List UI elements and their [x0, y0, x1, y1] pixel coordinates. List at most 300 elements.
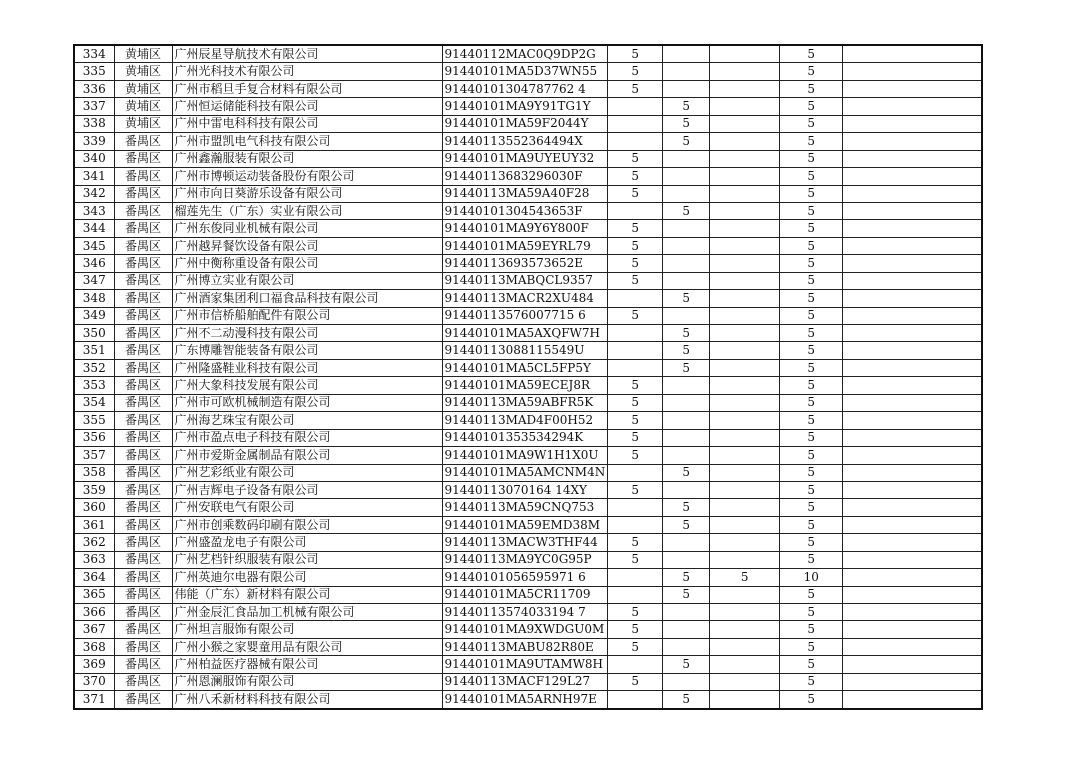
total-score-cell: 5	[780, 237, 843, 254]
score-a-cell: 5	[608, 429, 663, 446]
credit-code-cell: 91440101353534294K	[442, 429, 608, 446]
table-row	[74, 307, 982, 324]
total-score-cell: 5	[780, 534, 843, 551]
score-c-cell	[710, 45, 780, 63]
total-score-cell: 5	[780, 586, 843, 603]
table-row	[74, 516, 982, 533]
score-a-cell: 5	[608, 481, 663, 498]
table-row	[74, 237, 982, 254]
credit-code-cell: 91440113MA9YC0G95P	[442, 551, 608, 568]
district-cell: 番禺区	[114, 481, 172, 498]
score-a-cell: 5	[608, 447, 663, 464]
score-a-cell: 5	[608, 63, 663, 80]
table-row	[74, 255, 982, 272]
note-cell	[843, 115, 982, 132]
row-number-cell: 361	[74, 516, 114, 533]
score-b-cell	[663, 534, 710, 551]
table-row	[74, 464, 982, 481]
score-c-cell	[710, 551, 780, 568]
company-name-cell: 广州辰星导航技术有限公司	[172, 45, 442, 63]
district-cell: 黄埔区	[114, 45, 172, 63]
row-number-cell: 339	[74, 133, 114, 150]
row-number-cell: 355	[74, 412, 114, 429]
score-b-cell	[663, 272, 710, 289]
credit-code-cell: 91440113MABQCL9357	[442, 272, 608, 289]
score-b-cell	[663, 220, 710, 237]
table-row	[74, 394, 982, 411]
district-cell: 番禺区	[114, 464, 172, 481]
company-name-cell: 广州大象科技发展有限公司	[172, 377, 442, 394]
score-b-cell: 5	[663, 133, 710, 150]
credit-code-cell: 91440113693573652E	[442, 255, 608, 272]
score-b-cell: 5	[663, 342, 710, 359]
score-b-cell: 5	[663, 202, 710, 219]
credit-code-cell: 91440113683296030F	[442, 168, 608, 185]
score-b-cell	[663, 185, 710, 202]
note-cell	[843, 150, 982, 167]
note-cell	[843, 272, 982, 289]
district-cell: 番禺区	[114, 290, 172, 307]
row-number-cell: 352	[74, 359, 114, 376]
score-a-cell	[608, 325, 663, 342]
score-a-cell: 5	[608, 45, 663, 63]
total-score-cell: 5	[780, 255, 843, 272]
note-cell	[843, 656, 982, 673]
score-a-cell	[608, 499, 663, 516]
district-cell: 番禺区	[114, 202, 172, 219]
total-score-cell: 5	[780, 377, 843, 394]
table-row	[74, 290, 982, 307]
table-row	[74, 621, 982, 638]
score-c-cell	[710, 534, 780, 551]
total-score-cell: 5	[780, 447, 843, 464]
district-cell: 黄埔区	[114, 80, 172, 97]
score-c-cell	[710, 673, 780, 690]
company-name-cell: 广州光科技术有限公司	[172, 63, 442, 80]
score-b-cell	[663, 551, 710, 568]
score-b-cell	[663, 481, 710, 498]
score-c-cell	[710, 272, 780, 289]
note-cell	[843, 638, 982, 655]
score-b-cell	[663, 80, 710, 97]
credit-code-cell: 91440101MA9UYEUY32	[442, 150, 608, 167]
credit-code-cell: 91440101MA59EMD38M	[442, 516, 608, 533]
row-number-cell: 363	[74, 551, 114, 568]
row-number-cell: 337	[74, 98, 114, 115]
company-name-cell: 广州中衡称重设备有限公司	[172, 255, 442, 272]
company-name-cell: 广州鑫瀚服装有限公司	[172, 150, 442, 167]
score-c-cell	[710, 63, 780, 80]
note-cell	[843, 290, 982, 307]
score-c-cell	[710, 133, 780, 150]
total-score-cell: 5	[780, 45, 843, 63]
row-number-cell: 359	[74, 481, 114, 498]
score-c-cell	[710, 359, 780, 376]
row-number-cell: 340	[74, 150, 114, 167]
row-number-cell: 369	[74, 656, 114, 673]
note-cell	[843, 447, 982, 464]
credit-code-cell: 91440113576007715 6	[442, 307, 608, 324]
district-cell: 番禺区	[114, 150, 172, 167]
row-number-cell: 341	[74, 168, 114, 185]
row-number-cell: 371	[74, 691, 114, 709]
score-b-cell	[663, 412, 710, 429]
score-a-cell	[608, 290, 663, 307]
total-score-cell: 5	[780, 63, 843, 80]
score-a-cell	[608, 342, 663, 359]
table-row	[74, 481, 982, 498]
note-cell	[843, 569, 982, 586]
score-a-cell: 5	[608, 394, 663, 411]
score-c-cell	[710, 377, 780, 394]
credit-code-cell: 91440101MA9Y6Y800F	[442, 220, 608, 237]
row-number-cell: 365	[74, 586, 114, 603]
score-a-cell: 5	[608, 168, 663, 185]
score-c-cell	[710, 604, 780, 621]
score-b-cell: 5	[663, 569, 710, 586]
row-number-cell: 348	[74, 290, 114, 307]
total-score-cell: 5	[780, 673, 843, 690]
score-a-cell	[608, 359, 663, 376]
score-c-cell	[710, 202, 780, 219]
note-cell	[843, 551, 982, 568]
total-score-cell: 5	[780, 325, 843, 342]
note-cell	[843, 168, 982, 185]
score-b-cell: 5	[663, 290, 710, 307]
score-a-cell	[608, 202, 663, 219]
district-cell: 番禺区	[114, 621, 172, 638]
company-name-cell: 广州金辰汇食品加工机械有限公司	[172, 604, 442, 621]
score-a-cell: 5	[608, 673, 663, 690]
total-score-cell: 5	[780, 656, 843, 673]
company-name-cell: 广州不二动漫科技有限公司	[172, 325, 442, 342]
table-row	[74, 150, 982, 167]
table-row	[74, 80, 982, 97]
score-c-cell	[710, 220, 780, 237]
table-body	[74, 45, 982, 709]
note-cell	[843, 691, 982, 709]
score-c-cell	[710, 98, 780, 115]
score-b-cell: 5	[663, 325, 710, 342]
total-score-cell: 5	[780, 202, 843, 219]
note-cell	[843, 586, 982, 603]
table-row	[74, 45, 982, 63]
score-a-cell: 5	[608, 185, 663, 202]
score-b-cell	[663, 63, 710, 80]
score-a-cell	[608, 516, 663, 533]
total-score-cell: 5	[780, 342, 843, 359]
credit-code-cell: 91440113574033194 7	[442, 604, 608, 621]
district-cell: 番禺区	[114, 516, 172, 533]
row-number-cell: 354	[74, 394, 114, 411]
total-score-cell: 10	[780, 569, 843, 586]
company-name-cell: 广州市盟凯电气科技有限公司	[172, 133, 442, 150]
score-b-cell: 5	[663, 586, 710, 603]
score-c-cell	[710, 342, 780, 359]
score-b-cell	[663, 394, 710, 411]
score-b-cell: 5	[663, 656, 710, 673]
company-name-cell: 广州隆盛鞋业科技有限公司	[172, 359, 442, 376]
score-b-cell	[663, 237, 710, 254]
company-name-cell: 广州吉辉电子设备有限公司	[172, 481, 442, 498]
score-b-cell	[663, 45, 710, 63]
score-c-cell	[710, 80, 780, 97]
score-a-cell	[608, 586, 663, 603]
table-row	[74, 499, 982, 516]
score-b-cell	[663, 429, 710, 446]
company-name-cell: 广州中雷电科科技有限公司	[172, 115, 442, 132]
score-b-cell: 5	[663, 691, 710, 709]
table-row	[74, 691, 982, 709]
note-cell	[843, 307, 982, 324]
note-cell	[843, 604, 982, 621]
company-name-cell: 广州越昇餐饮设备有限公司	[172, 237, 442, 254]
note-cell	[843, 429, 982, 446]
score-b-cell	[663, 255, 710, 272]
credit-code-cell: 91440101MA5AMCNM4N	[442, 464, 608, 481]
score-b-cell: 5	[663, 516, 710, 533]
score-c-cell	[710, 586, 780, 603]
score-b-cell	[663, 447, 710, 464]
score-c-cell	[710, 447, 780, 464]
table-row	[74, 272, 982, 289]
company-name-cell: 广州市稻旦手复合材料有限公司	[172, 80, 442, 97]
score-b-cell	[663, 621, 710, 638]
total-score-cell: 5	[780, 307, 843, 324]
credit-code-cell: 91440101MA9W1H1X0U	[442, 447, 608, 464]
note-cell	[843, 220, 982, 237]
score-b-cell	[663, 638, 710, 655]
score-b-cell	[663, 307, 710, 324]
company-name-cell: 伟能（广东）新材料有限公司	[172, 586, 442, 603]
row-number-cell: 366	[74, 604, 114, 621]
score-c-cell	[710, 255, 780, 272]
score-a-cell	[608, 98, 663, 115]
credit-code-cell: 91440101MA9UTAMW8H	[442, 656, 608, 673]
credit-code-cell: 91440101MA59EYRL79	[442, 237, 608, 254]
score-a-cell: 5	[608, 377, 663, 394]
credit-code-cell: 91440101MA59ECEJ8R	[442, 377, 608, 394]
score-a-cell: 5	[608, 272, 663, 289]
district-cell: 番禺区	[114, 586, 172, 603]
total-score-cell: 5	[780, 168, 843, 185]
row-number-cell: 357	[74, 447, 114, 464]
score-a-cell: 5	[608, 237, 663, 254]
total-score-cell: 5	[780, 429, 843, 446]
score-a-cell	[608, 569, 663, 586]
score-b-cell	[663, 168, 710, 185]
credit-code-cell: 91440101MA5CR11709	[442, 586, 608, 603]
district-cell: 番禺区	[114, 325, 172, 342]
score-a-cell: 5	[608, 621, 663, 638]
row-number-cell: 364	[74, 569, 114, 586]
note-cell	[843, 377, 982, 394]
total-score-cell: 5	[780, 290, 843, 307]
company-name-cell: 广州艺彩纸业有限公司	[172, 464, 442, 481]
district-cell: 番禺区	[114, 412, 172, 429]
district-cell: 番禺区	[114, 185, 172, 202]
total-score-cell: 5	[780, 621, 843, 638]
district-cell: 番禺区	[114, 429, 172, 446]
row-number-cell: 358	[74, 464, 114, 481]
total-score-cell: 5	[780, 516, 843, 533]
credit-code-cell: 91440113088115549U	[442, 342, 608, 359]
company-name-cell: 广州酒家集团利口福食品科技有限公司	[172, 290, 442, 307]
credit-code-cell: 91440113MACR2XU484	[442, 290, 608, 307]
note-cell	[843, 255, 982, 272]
credit-code-cell: 91440101MA9Y91TG1Y	[442, 98, 608, 115]
row-number-cell: 347	[74, 272, 114, 289]
district-cell: 黄埔区	[114, 98, 172, 115]
row-number-cell: 370	[74, 673, 114, 690]
district-cell: 番禺区	[114, 359, 172, 376]
table-row	[74, 673, 982, 690]
company-name-cell: 广州市博顿运动装备股份有限公司	[172, 168, 442, 185]
total-score-cell: 5	[780, 691, 843, 709]
note-cell	[843, 237, 982, 254]
row-number-cell: 362	[74, 534, 114, 551]
total-score-cell: 5	[780, 220, 843, 237]
credit-code-cell: 91440113MA59CNQ753	[442, 499, 608, 516]
note-cell	[843, 98, 982, 115]
credit-code-cell: 91440101304787762 4	[442, 80, 608, 97]
score-a-cell: 5	[608, 551, 663, 568]
note-cell	[843, 464, 982, 481]
total-score-cell: 5	[780, 551, 843, 568]
score-c-cell	[710, 290, 780, 307]
company-name-cell: 广州博立实业有限公司	[172, 272, 442, 289]
score-a-cell: 5	[608, 80, 663, 97]
district-cell: 番禺区	[114, 534, 172, 551]
credit-code-cell: 91440101304543653F	[442, 202, 608, 219]
credit-code-cell: 91440101MA9XWDGU0M	[442, 621, 608, 638]
row-number-cell: 350	[74, 325, 114, 342]
row-number-cell: 344	[74, 220, 114, 237]
table-row	[74, 185, 982, 202]
note-cell	[843, 359, 982, 376]
table-row	[74, 359, 982, 376]
total-score-cell: 5	[780, 80, 843, 97]
score-b-cell	[663, 150, 710, 167]
credit-code-cell: 91440113MAD4F00H52	[442, 412, 608, 429]
table-row	[74, 342, 982, 359]
score-c-cell	[710, 481, 780, 498]
district-cell: 番禺区	[114, 691, 172, 709]
score-a-cell: 5	[608, 220, 663, 237]
total-score-cell: 5	[780, 638, 843, 655]
company-name-cell: 广州市信桥船舶配件有限公司	[172, 307, 442, 324]
row-number-cell: 335	[74, 63, 114, 80]
row-number-cell: 343	[74, 202, 114, 219]
district-cell: 番禺区	[114, 656, 172, 673]
score-a-cell: 5	[608, 307, 663, 324]
total-score-cell: 5	[780, 115, 843, 132]
row-number-cell: 360	[74, 499, 114, 516]
total-score-cell: 5	[780, 499, 843, 516]
district-cell: 番禺区	[114, 673, 172, 690]
note-cell	[843, 80, 982, 97]
score-b-cell: 5	[663, 115, 710, 132]
table-row	[74, 429, 982, 446]
company-name-cell: 广州市盈点电子科技有限公司	[172, 429, 442, 446]
score-c-cell: 5	[710, 569, 780, 586]
total-score-cell: 5	[780, 98, 843, 115]
score-c-cell	[710, 464, 780, 481]
company-name-cell: 广州恒运储能科技有限公司	[172, 98, 442, 115]
row-number-cell: 342	[74, 185, 114, 202]
company-name-cell: 广州坦言服饰有限公司	[172, 621, 442, 638]
credit-code-cell: 91440101MA5ARNH97E	[442, 691, 608, 709]
total-score-cell: 5	[780, 604, 843, 621]
credit-code-cell: 91440101MA5D37WN55	[442, 63, 608, 80]
score-a-cell	[608, 115, 663, 132]
score-a-cell	[608, 133, 663, 150]
table-row	[74, 656, 982, 673]
total-score-cell: 5	[780, 464, 843, 481]
note-cell	[843, 325, 982, 342]
credit-code-cell: 91440101MA5AXQFW7H	[442, 325, 608, 342]
score-b-cell	[663, 673, 710, 690]
row-number-cell: 346	[74, 255, 114, 272]
total-score-cell: 5	[780, 150, 843, 167]
table-row	[74, 534, 982, 551]
district-cell: 番禺区	[114, 255, 172, 272]
company-name-cell: 广州盛盈龙电子有限公司	[172, 534, 442, 551]
district-cell: 番禺区	[114, 342, 172, 359]
company-name-cell: 广州恩澜服饰有限公司	[172, 673, 442, 690]
company-name-cell: 广州市可欧机械制造有限公司	[172, 394, 442, 411]
district-cell: 黄埔区	[114, 63, 172, 80]
district-cell: 番禺区	[114, 569, 172, 586]
district-cell: 番禺区	[114, 272, 172, 289]
credit-code-cell: 91440113MA59A40F28	[442, 185, 608, 202]
district-cell: 番禺区	[114, 551, 172, 568]
table-row	[74, 115, 982, 132]
table-row	[74, 325, 982, 342]
company-name-cell: 广州东俊同业机械有限公司	[172, 220, 442, 237]
score-a-cell: 5	[608, 150, 663, 167]
note-cell	[843, 202, 982, 219]
row-number-cell: 356	[74, 429, 114, 446]
total-score-cell: 5	[780, 272, 843, 289]
credit-code-cell: 91440113MACW3THF44	[442, 534, 608, 551]
table-row	[74, 447, 982, 464]
total-score-cell: 5	[780, 394, 843, 411]
credit-code-cell: 91440112MAC0Q9DP2G	[442, 45, 608, 63]
company-name-cell: 广州市爱斯金属制品有限公司	[172, 447, 442, 464]
table-row	[74, 638, 982, 655]
score-a-cell: 5	[608, 638, 663, 655]
credit-code-cell: 91440113070164 14XY	[442, 481, 608, 498]
credit-code-cell: 91440101MA5CL5FP5Y	[442, 359, 608, 376]
score-c-cell	[710, 429, 780, 446]
row-number-cell: 336	[74, 80, 114, 97]
score-b-cell: 5	[663, 464, 710, 481]
score-c-cell	[710, 185, 780, 202]
district-cell: 番禺区	[114, 168, 172, 185]
score-c-cell	[710, 394, 780, 411]
score-c-cell	[710, 691, 780, 709]
row-number-cell: 353	[74, 377, 114, 394]
district-cell: 番禺区	[114, 394, 172, 411]
score-c-cell	[710, 656, 780, 673]
company-name-cell: 广州艺档针织服装有限公司	[172, 551, 442, 568]
company-name-cell: 广州市向日葵游乐设备有限公司	[172, 185, 442, 202]
table-row	[74, 604, 982, 621]
district-cell: 番禺区	[114, 499, 172, 516]
score-a-cell: 5	[608, 534, 663, 551]
row-number-cell: 368	[74, 638, 114, 655]
